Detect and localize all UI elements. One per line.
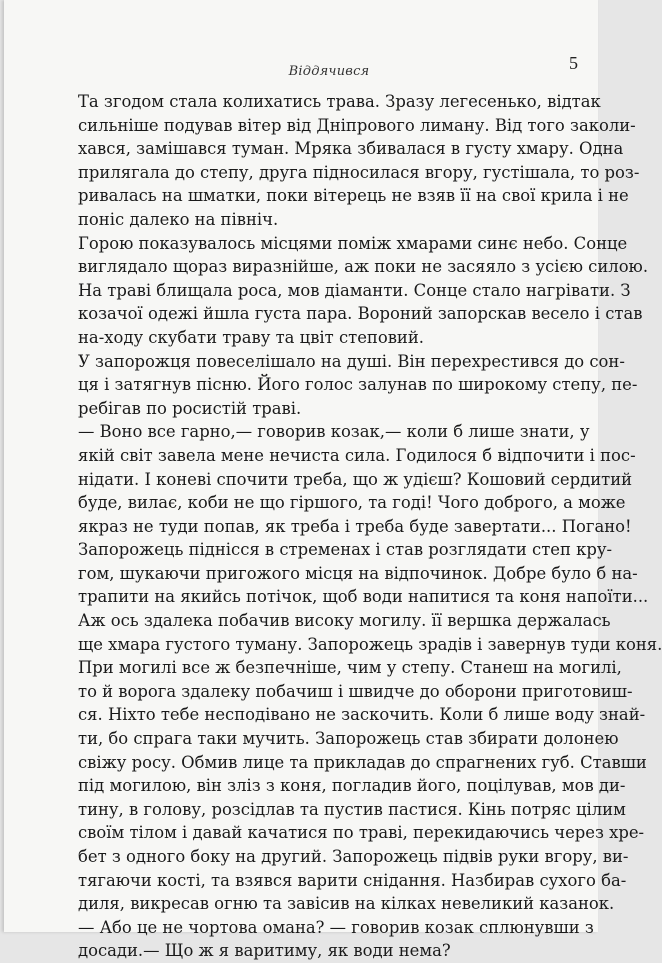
page-number: 5	[569, 53, 578, 73]
text-line: буде, вилає, коби не що гіршого, та годі! Чого доброго, а може	[78, 493, 626, 513]
text-line: ривалась на шматки, поки вітерець не взяв її на свої крила і не	[78, 186, 629, 206]
text-line: сильніше подував вітер від Дніпрового лиману. Від того заколи-	[78, 115, 636, 135]
text-line: ця і затягнув пісню. Його голос залунав по широкому степу, пе-	[78, 375, 638, 395]
text-line: При могилі все ж безпечніше, чим у степу. Станеш на могилі,	[78, 658, 622, 678]
paragraph	[78, 350, 638, 421]
paragraph	[78, 609, 662, 656]
text-line: ти, бо спрага таки мучить. Запорожець став збирати долонею	[78, 729, 619, 749]
paragraph	[78, 232, 649, 350]
running-title: Віддячився	[288, 64, 370, 79]
text-line: трапити на якийсь потічок, щоб води напитися та коня напоїти...	[78, 587, 649, 607]
text-line: ся. Ніхто тебе несподівано не заскочить. Коли б лише воду знай-	[78, 705, 646, 725]
paragraph	[78, 656, 647, 916]
text-line: прилягала до степу, друга підносилася вгору, густішала, то роз-	[78, 162, 640, 182]
text-line: Аж ось здалека побачив високу могилу. її вершка держалась	[78, 611, 611, 631]
text-line: хався, замішався туман. Мряка збивалася в густу хмару. Одна	[78, 139, 624, 159]
text-line: досади.— Що ж я варитиму, як води нема?	[78, 941, 451, 961]
book-page	[4, 0, 662, 961]
text-line: то й ворога здалеку побачиш і швидче до оборони приготовиш-	[78, 681, 633, 701]
text-line: — Воно все гарно,— говорив козак,— коли б лише знати, у	[78, 422, 590, 442]
paragraph	[78, 90, 640, 232]
text-line: — Або це не чортова омана? — говорив козак сплюнувши з	[78, 917, 594, 937]
text-line: диля, викресав огню та завісив на кілках невеликий казанок.	[78, 894, 615, 914]
text-line: гом, шукаючи пригожого місця на відпочинок. Добре було б на-	[78, 563, 638, 583]
text-line: свіжу росу. Обмив лице та прикладав до спрагнених губ. Ставши	[78, 752, 647, 772]
text-line: на-ходу скубати траву та цвіт степовий.	[78, 327, 424, 347]
text-line: під могилою, він зліз з коня, погладив його, поцілував, мов ди-	[78, 776, 626, 796]
text-line: тину, в голову, розсідлав та пустив пастися. Кінь потряс цілим	[78, 799, 626, 819]
text-line: козачої одежі йшла густа пара. Вороний запорскав весело і став	[78, 304, 643, 324]
text-line: Горою показувалось місцями поміж хмарами синє небо. Сонце	[78, 233, 628, 253]
paragraph	[78, 916, 594, 963]
text-line: На траві блищала роса, мов діаманти. Сонце стало нагрівати. З	[78, 280, 631, 300]
text-line: якраз не туди попав, як треба і треба буде завертати... Погано!	[78, 516, 632, 536]
text-line: ребігав по росистій траві.	[78, 398, 302, 418]
text-line: У запорожця повеселішало на душі. Він перехрестився до сон-	[78, 351, 625, 371]
text-line: Та згодом стала колихатись трава. Зразу легесенько, відтак	[78, 92, 601, 111]
text-line: тягаючи кості, та взявся варити снідання. Назбирав сухого ба-	[78, 870, 627, 890]
text-line: нідати. І коневі спочити треба, що ж удієш? Кошовий сердитий	[78, 469, 633, 489]
text-line: поніс далеко на північ.	[78, 209, 279, 229]
paragraph	[78, 420, 636, 538]
text-line: Запорожець піднісся в стременах і став розглядати степ кру-	[78, 540, 613, 560]
text-line: бет з одного боку на другий. Запорожець підвів руки вгору, ви-	[78, 847, 629, 866]
text-line: ще хмара густого туману. Запорожець зрадів і завернув туди коня.	[78, 634, 662, 654]
text-line: виглядало щораз виразнійше, аж поки не засяяло з усією силою.	[78, 257, 649, 277]
body-text	[78, 90, 662, 963]
text-line: своїм тілом і давай качатися по траві, перекидаючись через хре-	[78, 823, 645, 843]
paragraph	[78, 538, 649, 609]
text-line: якій світ завела мене нечиста сила. Годилося б відпочити і пос-	[78, 445, 636, 465]
